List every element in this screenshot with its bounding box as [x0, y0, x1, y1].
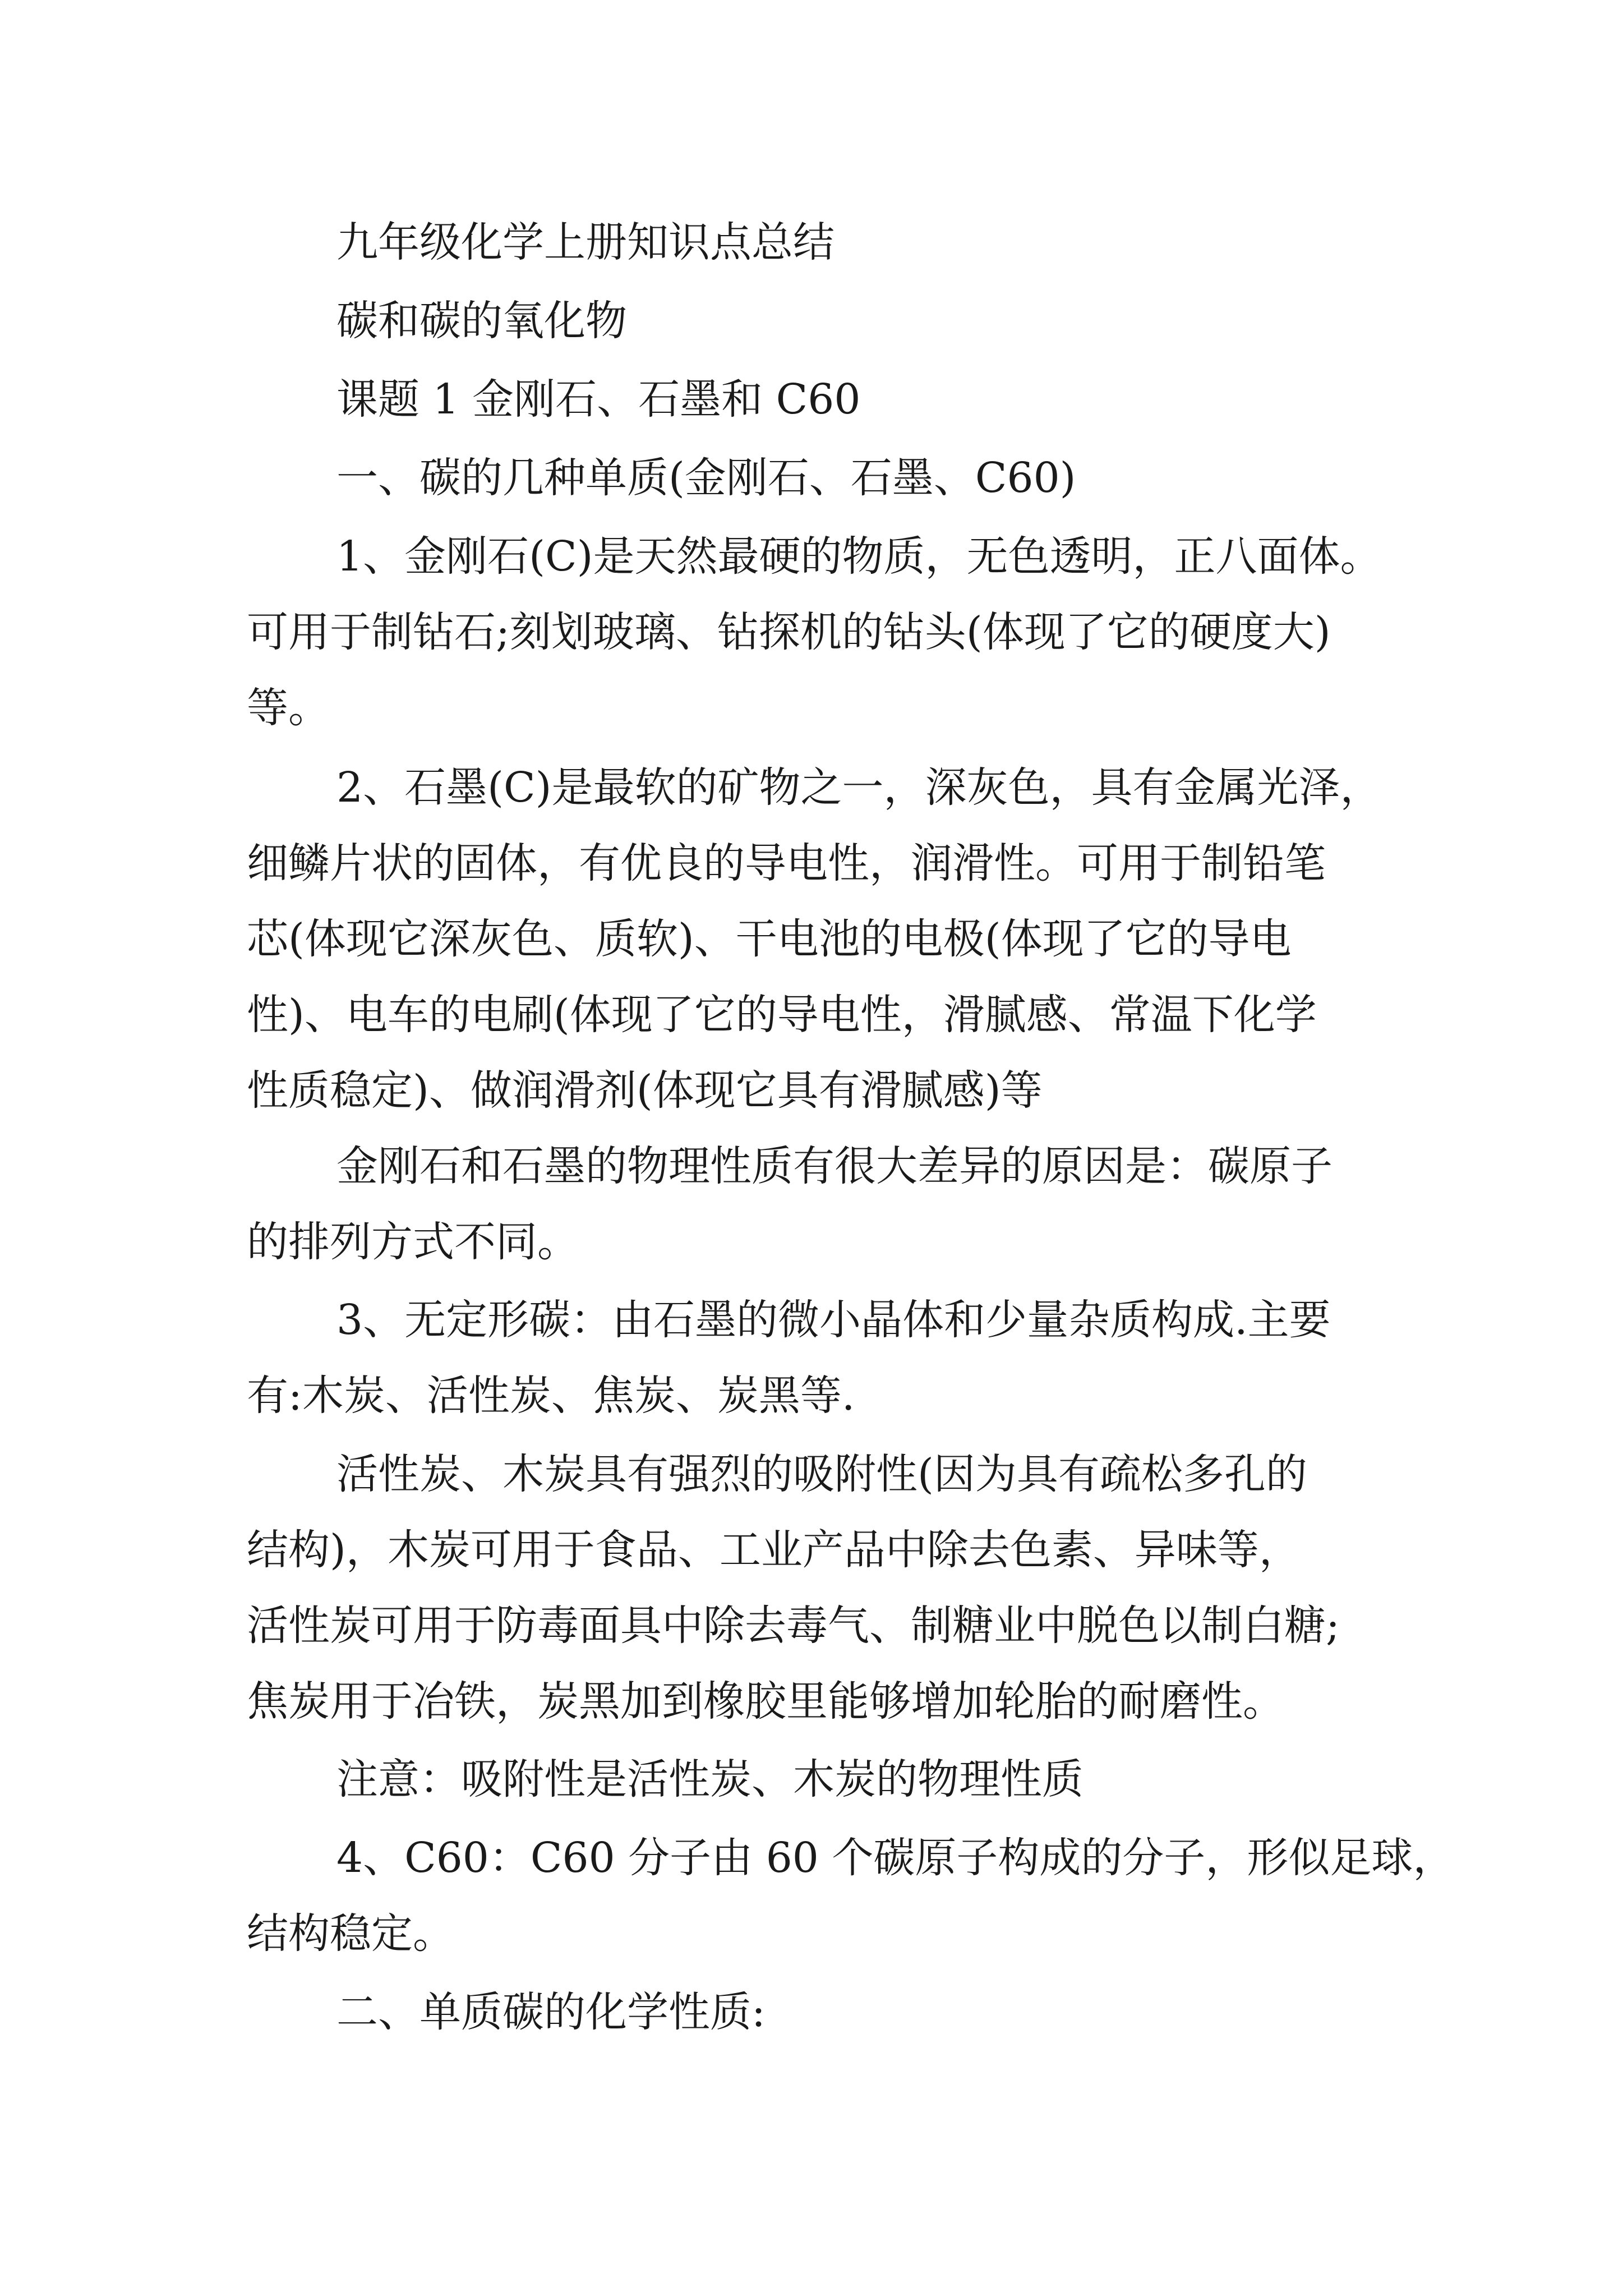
section-heading: 二、单质碳的化学性质:	[336, 1988, 766, 2036]
note-line: 注意：吸附性是活性炭、木炭的物理性质	[336, 1755, 1083, 1803]
chapter-heading: 碳和碳的氧化物	[336, 297, 627, 345]
paragraph-line: 活性炭可用于防毒面具中除去毒气、制糖业中脱色以制白糖;	[247, 1602, 1340, 1650]
document-title: 九年级化学上册知识点总结	[336, 218, 834, 266]
lesson-heading: 课题 1 金刚石、石墨和 C60	[336, 375, 861, 424]
paragraph-line: 1、金刚石(C)是天然最硬的物质，无色透明，正八面体。	[336, 532, 1382, 581]
paragraph-line: 活性炭、木炭具有强烈的吸附性(因为具有疏松多孔的	[336, 1450, 1307, 1498]
paragraph-line: 结构)，木炭可用于食品、工业产品中除去色素、异味等，	[247, 1526, 1301, 1574]
paragraph-line: 细鳞片状的固体，有优良的导电性，润滑性。可用于制铅笔	[247, 839, 1326, 887]
paragraph-line: 可用于制钻石;刻划玻璃、钻探机的钻头(体现了它的硬度大)	[247, 608, 1331, 656]
paragraph-line: 金刚石和石墨的物理性质有很大差异的原因是：碳原子	[336, 1142, 1332, 1190]
paragraph-line: 等。	[247, 684, 330, 732]
section-heading: 一、碳的几种单质(金刚石、石墨、C60)	[336, 454, 1076, 502]
paragraph-line: 3、无定形碳：由石墨的微小晶体和少量杂质构成.主要	[336, 1296, 1331, 1344]
paragraph-line: 芯(体现它深灰色、质软)、干电池的电极(体现了它的导电	[247, 915, 1292, 963]
paragraph-line: 结构稳定。	[247, 1910, 454, 1958]
paragraph-line: 焦炭用于冶铁，炭黑加到橡胶里能够增加轮胎的耐磨性。	[247, 1677, 1284, 1726]
paragraph-line: 2、石墨(C)是最软的矿物之一，深灰色，具有金属光泽，	[336, 763, 1382, 812]
paragraph-line: 4、C60：C60 分子由 60 个碳原子构成的分子，形似足球，	[336, 1834, 1455, 1882]
paragraph-line: 性)、电车的电刷(体现了它的导电性，滑腻感、常温下化学	[247, 991, 1317, 1039]
paragraph-line: 有:木炭、活性炭、焦炭、炭黑等.	[247, 1372, 855, 1420]
paragraph-line: 性质稳定)、做润滑剂(体现它具有滑腻感)等	[247, 1066, 1043, 1115]
paragraph-line: 的排列方式不同。	[247, 1218, 579, 1266]
